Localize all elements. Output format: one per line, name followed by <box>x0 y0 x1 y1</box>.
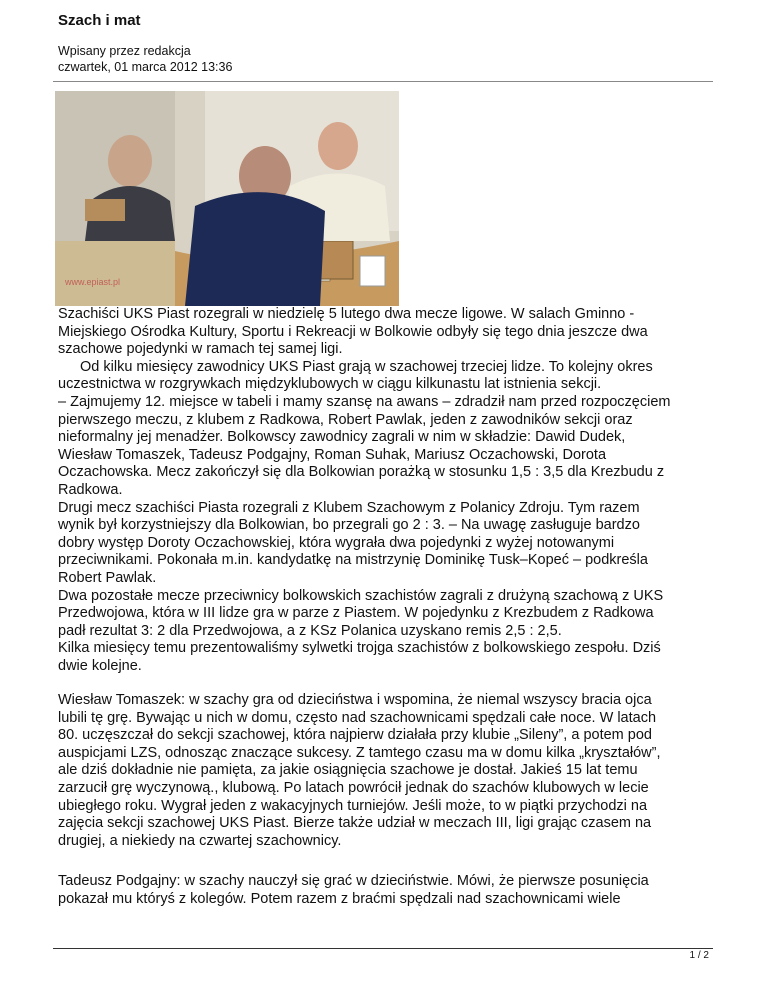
article-title: Szach i mat <box>58 12 141 29</box>
text-line: – Zajmujemy 12. miejsce w tabeli i mamy szansę na awans – zdradził nam przed rozpoczęciem <box>58 393 671 410</box>
text-line: Wiesław Tomaszek, Tadeusz Podgajny, Roman Suhak, Mariusz Oczachowski, Dorota <box>58 446 607 463</box>
header-divider <box>53 81 713 82</box>
text-line: zajęcia sekcji szachowej UKS Piast. Bierze także udział w meczach III, ligi grając czasem na <box>58 815 652 832</box>
text-line: Szachiści UKS Piast rozegrali w niedzielę 5 lutego dwa mecze ligowe. W salach Gminno - <box>58 306 635 322</box>
text-line: przeciwnikami. Pokonała m.in. kandydatkę na mistrzynię Dominikę Tusk–Kopeć – podkreśla <box>58 552 648 569</box>
text-line: lubili tę grę. Bywając u nich w domu, często nad szachownicami spędzali całe noce. W latach <box>58 709 657 726</box>
text-line: szachowe pojedynki w ramach tej samej ligi. <box>58 341 343 358</box>
text-line: Radkowa. <box>58 481 123 498</box>
text-line: Miejskiego Ośrodka Kultury, Sportu i Rekreacji w Bolkowie odbyły się tego dnia jeszcze dwa <box>58 323 648 340</box>
page-number: 1 / 2 <box>689 950 709 961</box>
photo-watermark: www.epiast.pl <box>65 277 121 287</box>
text-line: Oczachowska. Mecz zakończył się dla Bolkowian porażką w stosunku 1,5 : 3,5 dla Krezbudu z <box>58 464 665 481</box>
article-paragraph-1 <box>58 306 718 675</box>
text-line: Przedwojowa, która w III lidze gra w parze z Piastem. W pojedynku z Krezbudem z Radkowa <box>58 605 654 622</box>
author-line: Wpisany przez redakcja <box>58 44 191 58</box>
article-meta <box>58 43 232 75</box>
article-photo <box>55 91 399 306</box>
article-paragraph-3 <box>58 873 718 908</box>
text-line: uczestnictwa w rozgrywkach międzyklubowych w ciągu kilkunastu lat istnienia sekcji. <box>58 376 602 393</box>
text-line: Tadeusz Podgajny: w szachy nauczył się grać w dzieciństwie. Mówi, że pierwsze posunięcia <box>58 873 649 889</box>
text-line: dwie kolejne. <box>58 657 142 674</box>
text-line: Robert Pawlak. <box>58 569 157 586</box>
text-line: Od kilku miesięcy zawodnicy UKS Piast grają w szachowej trzeciej lidze. To kolejny okres <box>80 358 653 375</box>
footer-divider <box>53 948 713 949</box>
text-line: pokazał mu któryś z kolegów. Potem razem z braćmi spędzali nad szachownicami wiele <box>58 890 621 907</box>
text-line: padł rezultat 3: 2 dla Przedwojowa, a z KSz Polanica uzyskano remis 2,5 : 2,5. <box>58 622 562 639</box>
text-line: ale dziś dokładnie nie pamięta, za jakie osiągnięcia szachowe je dostał. Jakieś 15 lat temu <box>58 762 638 779</box>
text-line: zarzucił grę wyczynową., klubową. Po latach powrócił jednak do szachów klubowych w lecie <box>58 779 649 796</box>
text-line: wynik był korzystniejszy dla Bolkowian, bo przegrali go 2 : 3. – Na uwagę zasługuje bardzo <box>58 517 640 534</box>
text-line: auspicjami LZS, odnosząc znaczące sukcesy. Z tamtego czasu ma w domu kilka „kryształów”, <box>58 744 661 761</box>
article-paragraph-2 <box>58 692 718 850</box>
text-line: pierwszego meczu, z klubem z Radkowa, Robert Pawlak, jeden z zawodników sekcji oraz <box>58 411 633 428</box>
text-line: Kilka miesięcy temu prezentowaliśmy sylwetki trojga szachistów z bolkowskiego zespołu. Dziś <box>58 640 661 657</box>
text-line: Dwa pozostałe mecze przeciwnicy bolkowskich szachistów zagrali z drużyną szachową z UKS <box>58 587 664 604</box>
text-line: 80. uczęszczał do sekcji szachowej, która najpierw działała przy klubie „Sileny”, a potem pod <box>58 727 652 744</box>
text-line: dobry występ Doroty Oczachowskiej, która wygrała dwa pojedynki z wyżej notowanymi <box>58 534 615 551</box>
text-line: ubiegłego roku. Wygrał jeden z wakacyjnych turniejów. Jeśli może, to w piątki przychodzi na <box>58 797 648 814</box>
text-line: drugiej, a niekiedy na czwartej szachownicy. <box>58 832 342 849</box>
text-line: nieformalny jej menadżer. Bolkowscy zawodnicy zagrali w nim w składzie: Dawid Dudek, <box>58 429 626 446</box>
date-line: czwartek, 01 marca 2012 13:36 <box>58 60 233 74</box>
text-line: Drugi mecz szachiści Piasta rozegrali z Klubem Szachowym z Polanicy Zdroju. Tym razem <box>58 499 640 516</box>
text-line: Wiesław Tomaszek: w szachy gra od dzieciństwa i wspomina, że niemal wszyscy bracia ojca <box>58 692 652 708</box>
chess-players-photo <box>55 91 399 306</box>
